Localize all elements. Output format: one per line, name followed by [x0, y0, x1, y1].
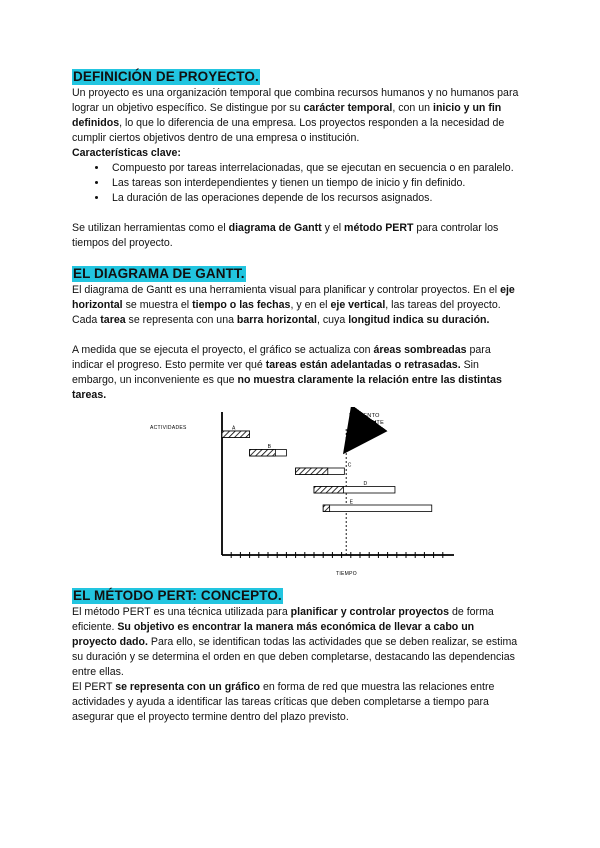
caracteristicas-list: [72, 161, 520, 206]
text-run: , las tareas del proyecto. Cada: [72, 299, 501, 326]
bold-text: inicio y un fin definidos: [72, 102, 502, 129]
text-run: , lo que lo diferencia de una empresa. Los proyectos responden a la necesidad de cumplir ciertos objetivos dentro de una empresa o institución.: [72, 117, 505, 144]
text-run: A medida que se ejecuta el proyecto, el gráfico se actualiza con: [72, 344, 374, 356]
bold-text: barra horizontal: [236, 314, 317, 326]
task-progress-E: [323, 505, 329, 512]
text-run: para indicar el progreso. Esto permite ver qué: [72, 344, 491, 371]
section-definicion: [72, 68, 520, 251]
text-run: , con un: [392, 102, 433, 114]
bold-text: tarea: [100, 314, 126, 326]
gantt-paragraph-1: [72, 283, 520, 328]
task-progress-B: [250, 450, 276, 457]
task-label: D: [363, 481, 368, 487]
text-run: El PERT: [72, 681, 116, 693]
bold-text: diagrama de Gantt: [228, 222, 322, 234]
bold-text: Su objetivo es encontrar la manera más económica de llevar a cabo un proyecto dado.: [72, 621, 475, 648]
task-label: B: [267, 444, 271, 450]
list-item: • La duración de las operaciones depende de los recursos asignados.: [108, 191, 520, 206]
heading-pert: EL MÉTODO PERT: CONCEPTO.: [73, 588, 282, 603]
task-bar-E: [323, 505, 432, 512]
annotation-line-2: PRESENTE: [352, 420, 385, 426]
text-run: y el: [321, 222, 345, 234]
task-progress-A: [222, 431, 250, 438]
bold-text: se representa con un gráfico: [115, 681, 261, 693]
y-axis-label: ACTIVIDADES: [150, 425, 187, 431]
list-item: • Las tareas son interdependientes y tienen un tiempo de inicio y fin definido.: [108, 176, 520, 191]
x-axis-label: TIEMPO: [336, 571, 357, 577]
task-label: E: [349, 499, 353, 506]
document-body: [72, 68, 520, 725]
text-run: se representa con una: [125, 314, 237, 326]
gantt-chart: [72, 407, 520, 577]
text-run: de forma eficiente.: [72, 606, 494, 633]
bold-text: no muestra claramente la relación entre las distintas tareas.: [72, 374, 502, 401]
bold-text: método PERT: [344, 222, 414, 234]
task-progress-C: [296, 468, 328, 475]
annotation-line-1: MOMENTO: [349, 413, 380, 419]
definicion-paragraph: [72, 86, 520, 146]
bold-text: longitud indica su duración.: [348, 314, 490, 326]
bold-text: tareas están adelantadas o retrasadas.: [265, 359, 461, 371]
bold-text: tiempo o las fechas: [192, 299, 291, 311]
heading-definicion: DEFINICIÓN DE PROYECTO.: [73, 69, 259, 84]
list-item: • Compuesto por tareas interrelacionadas, que se ejecutan en secuencia o en paralelo.: [108, 161, 520, 176]
text-run: se muestra el: [122, 299, 193, 311]
text-run: para controlar los tiempos del proyecto.: [72, 222, 499, 249]
caracteristicas-title: Características clave:: [72, 147, 181, 159]
text-run: Un proyecto es una organización temporal que combina recursos humanos y no humanos para lograr un objetivo específico. Se distingue por su: [72, 87, 519, 114]
bold-text: eje horizontal: [72, 284, 515, 311]
herramientas-paragraph: [72, 221, 520, 251]
pert-paragraph-1: [72, 605, 520, 680]
text-run: El método PERT es una técnica utilizada para: [72, 606, 291, 618]
text-run: Para ello, se identifican todas las actividades que se deben realizar, se estima su duración y se determina el orden en que deben completarse, destacando las dependencias entre ellas.: [72, 636, 518, 678]
text-run: Sin embargo, un inconveniente es que: [72, 359, 479, 386]
pert-paragraph-2: [72, 680, 520, 725]
section-pert: [72, 587, 520, 725]
section-gantt: [72, 265, 520, 403]
bold-text: áreas sombreadas: [373, 344, 467, 356]
text-run: , y en el: [290, 299, 331, 311]
task-progress-D: [314, 487, 343, 494]
text-run: , cuya: [316, 314, 349, 326]
bold-text: planificar y controlar proyectos: [290, 606, 450, 618]
text-run: Se utilizan herramientas como el: [72, 222, 229, 234]
heading-gantt: EL DIAGRAMA DE GANTT.: [73, 266, 245, 281]
text-run: en forma de red que muestra las relaciones entre actividades y ayuda a identificar las tareas críticas que deben completarse a tiempo para asegurar que el proyecto termine dentro del plazo previsto.: [72, 681, 495, 723]
bold-text: eje vertical: [330, 299, 386, 311]
text-run: El diagrama de Gantt es una herramienta visual para planificar y controlar proyectos. En el: [72, 284, 501, 296]
task-label: C: [347, 462, 352, 469]
bold-text: carácter temporal: [303, 102, 393, 114]
gantt-paragraph-2: [72, 343, 520, 403]
task-label: A: [232, 425, 236, 432]
